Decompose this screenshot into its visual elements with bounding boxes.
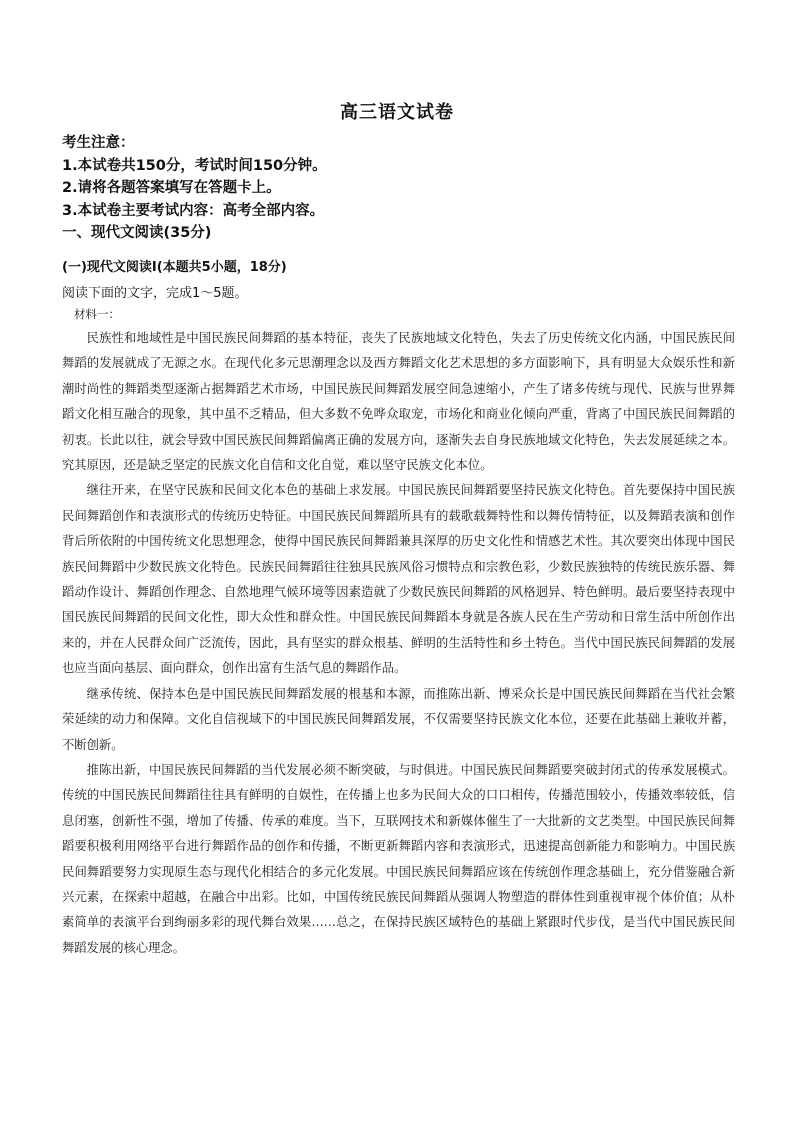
reading-instruction: 阅读下面的文字，完成1～5题。 (62, 286, 248, 301)
paragraph: 继往开来，在坚守民族和民间文化本色的基础上求发展。中国民族民间舞蹈要坚持民族文化特色。首先要保持中国民族民间舞蹈创作和表演形式的传统历史特征。中国民族民间舞蹈所具有的载歌载舞特性和以舞传情特征，以及舞蹈表演和创作背后所依附的中国传统文化思想理念，使得中国民族民间舞蹈兼具深厚的历史文化性和情感艺术性。其次要突出体现中国民族民间舞蹈中少数民族文化特色。民族民间舞蹈往往独具民族风俗习惯特点和宗教色彩，少数民族独特的传统民族乐器、舞蹈动作设计、舞蹈创作理念、自然地理气候环境等因素造就了少数民族民间舞蹈的风格迥异、特色鲜明。最后要坚持表现中国民族民间舞蹈的民间文化性，即大众性和群众性。中国民族民间舞蹈本身就是各族人民在生产劳动和日常生活中所创作出来的，并在人民群众间广泛流传，因此，具有坚实的群众根基、鲜明的生活特性和乡土特色。当代中国民族民间舞蹈的发展也应当面向基层、面向群众，创作出富有生活气息的舞蹈作品。 (62, 483, 735, 676)
page-title: 高三语文试卷 (340, 102, 454, 123)
paragraph: 继承传统、保持本色是中国民族民间舞蹈发展的根基和本源，而推陈出新、博采众长是中国民族民间舞蹈在当代社会繁荣延续的动力和保障。文化自信视域下的中国民族民间舞蹈发展，不仅需要坚持民族文化本位，还要在此基础上兼收并蓄，不断创新。 (62, 686, 735, 752)
notice-heading: 考生注意： (62, 135, 135, 151)
section-heading: 一、现代文阅读(35分) (62, 225, 212, 241)
paragraph: 民族性和地域性是中国民族民间舞蹈的基本特征，丧失了民族地域文化特色，失去了历史传统文化内涵，中国民族民间舞蹈的发展就成了无源之水。在现代化多元思潮理念以及西方舞蹈文化艺术思想的多方面影响下，具有明显大众娱乐性和新潮时尚性的舞蹈类型逐渐占据舞蹈艺术市场，中国民族民间舞蹈发展空间急速缩小，产生了诸多传统与现代、民族与世界舞蹈文化相互融合的现象，其中虽不乏精品，但大多数不免哗众取宠，市场化和商业化倾向严重，背离了中国民族民间舞蹈的初衷。长此以往，就会导致中国民族民间舞蹈偏离正确的发展方向，逐渐失去自身民族地域文化特色，失去发展延续之本。究其原因，还是缺乏坚定的民族文化自信和文化自觉，难以坚守民族文化本位。 (62, 331, 735, 473)
material-text (62, 326, 735, 961)
notice-item: 2.请将各题答案填写在答题卡上。 (62, 180, 281, 196)
subsection-heading: (一)现代文阅读Ⅰ(本题共5小题，18分) (62, 260, 287, 275)
material-label: 材料一： (74, 307, 120, 321)
notice-item: 3.本试卷主要考试内容：高考全部内容。 (62, 202, 325, 219)
notice-item: 1.本试卷共150分，考试时间150分钟。 (62, 157, 327, 174)
candidate-notice (62, 132, 742, 245)
paragraph: 推陈出新，中国民族民间舞蹈的当代发展必须不断突破，与时俱进。中国民族民间舞蹈要突破封闭式的传承发展模式。传统的中国民族民间舞蹈往往具有鲜明的自娱性，在传播上也多为民间大众的口口相传，传播范围较小，传播效率较低，信息闭塞，创新性不强，增加了传播、传承的难度。当下，互联网技术和新媒体催生了一大批新的文艺类型。中国民族民间舞蹈要积极利用网络平台进行舞蹈作品的创作和传播，不断更新舞蹈内容和表演形式，迅速提高创新能力和影响力。中国民族民间舞蹈要努力实现原生态与现代化相结合的多元化发展。中国民族民间舞蹈应该在传统创作理念基础上，充分借鉴融合新兴元素，在探索中超越，在融合中出彩。比如，中国传统民族民间舞蹈从强调人物塑造的群体性到重视审视个体价值；从朴素简单的表演平台到绚丽多彩的现代舞台效果……总之，在保持民族区域特色的基础上紧跟时代步伐，是当代中国民族民间舞蹈发展的核心理念。 (62, 762, 735, 955)
